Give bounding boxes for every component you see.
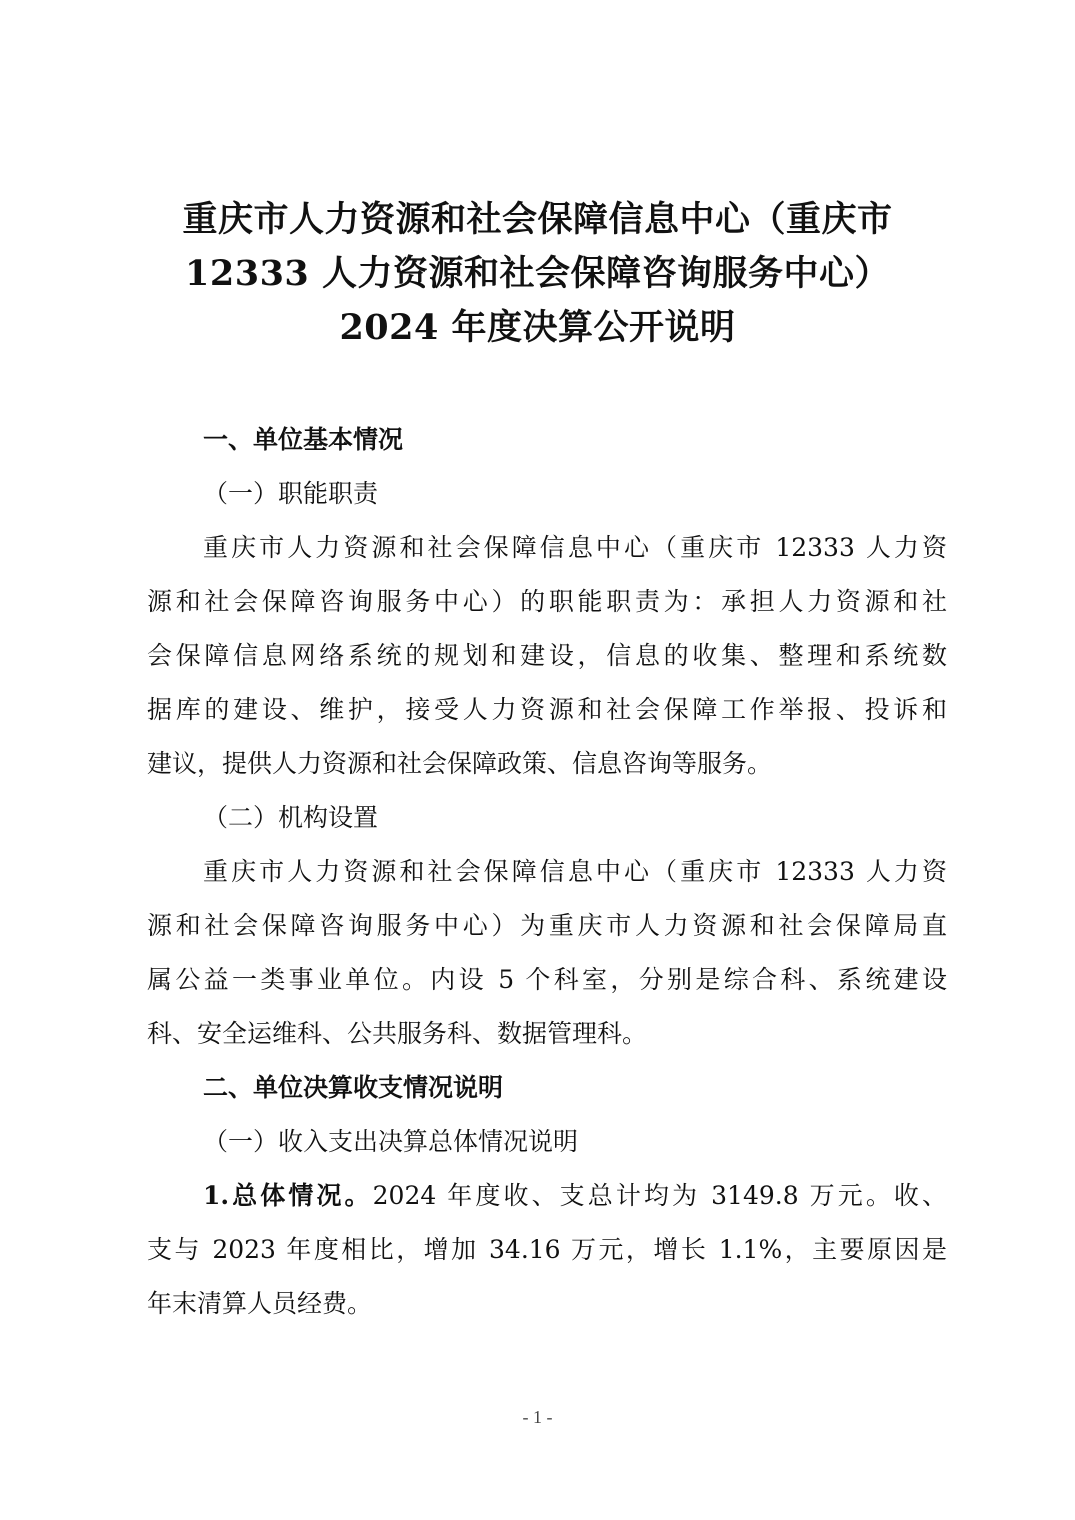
paragraph-duties-line: 源和社会保障咨询服务中心）的职能职责为：承担人力资源和社: [147, 587, 947, 616]
paragraph-organization-line: 属公益一类事业单位。内设 5 个科室，分别是综合科、系统建设: [147, 965, 947, 994]
paragraph-organization-line: 科、安全运维科、公共服务科、数据管理科。: [147, 1019, 648, 1048]
paragraph-overall-line-3: 年末清算人员经费。: [147, 1289, 373, 1318]
document-title-line-2: 12333 人力资源和社会保障咨询服务中心）: [185, 253, 890, 294]
paragraph-duties-line: 据库的建设、维护，接受人力资源和社会保障工作举报、投诉和: [147, 695, 947, 724]
section-heading-2: 二、单位决算收支情况说明: [203, 1073, 504, 1102]
paragraph-duties-line: 重庆市人力资源和社会保障信息中心（重庆市 12333 人力资: [203, 533, 947, 562]
overall-line-1-text: 2024 年度收、支总计均为 3149.8 万元。收、: [372, 1181, 947, 1210]
document-title-line-3: 2024 年度决算公开说明: [339, 307, 736, 348]
subsection-heading-overall: （一）收入支出决算总体情况说明: [203, 1127, 579, 1156]
paragraph-organization-line: 源和社会保障咨询服务中心）为重庆市人力资源和社会保障局直: [147, 911, 947, 940]
paragraph-duties-line: 建议，提供人力资源和社会保障政策、信息咨询等服务。: [147, 749, 773, 778]
paragraph-overall-line-1: [203, 1181, 947, 1211]
paragraph-duties-line: 会保障信息网络系统的规划和建设，信息的收集、整理和系统数: [147, 641, 947, 670]
paragraph-organization-line: 重庆市人力资源和社会保障信息中心（重庆市 12333 人力资: [203, 857, 947, 886]
overall-lead-label: 1.总体情况。: [203, 1181, 373, 1210]
section-heading-1: 一、单位基本情况: [203, 425, 404, 454]
page-number: - 1 -: [522, 1407, 553, 1427]
subsection-heading-duties: （一）职能职责: [203, 479, 379, 508]
document-title-line-1: 重庆市人力资源和社会保障信息中心（重庆市: [182, 199, 893, 240]
paragraph-overall-line-2: 支与 2023 年度相比，增加 34.16 万元，增长 1.1%，主要原因是: [147, 1235, 947, 1264]
subsection-heading-organization: （二）机构设置: [203, 803, 379, 832]
